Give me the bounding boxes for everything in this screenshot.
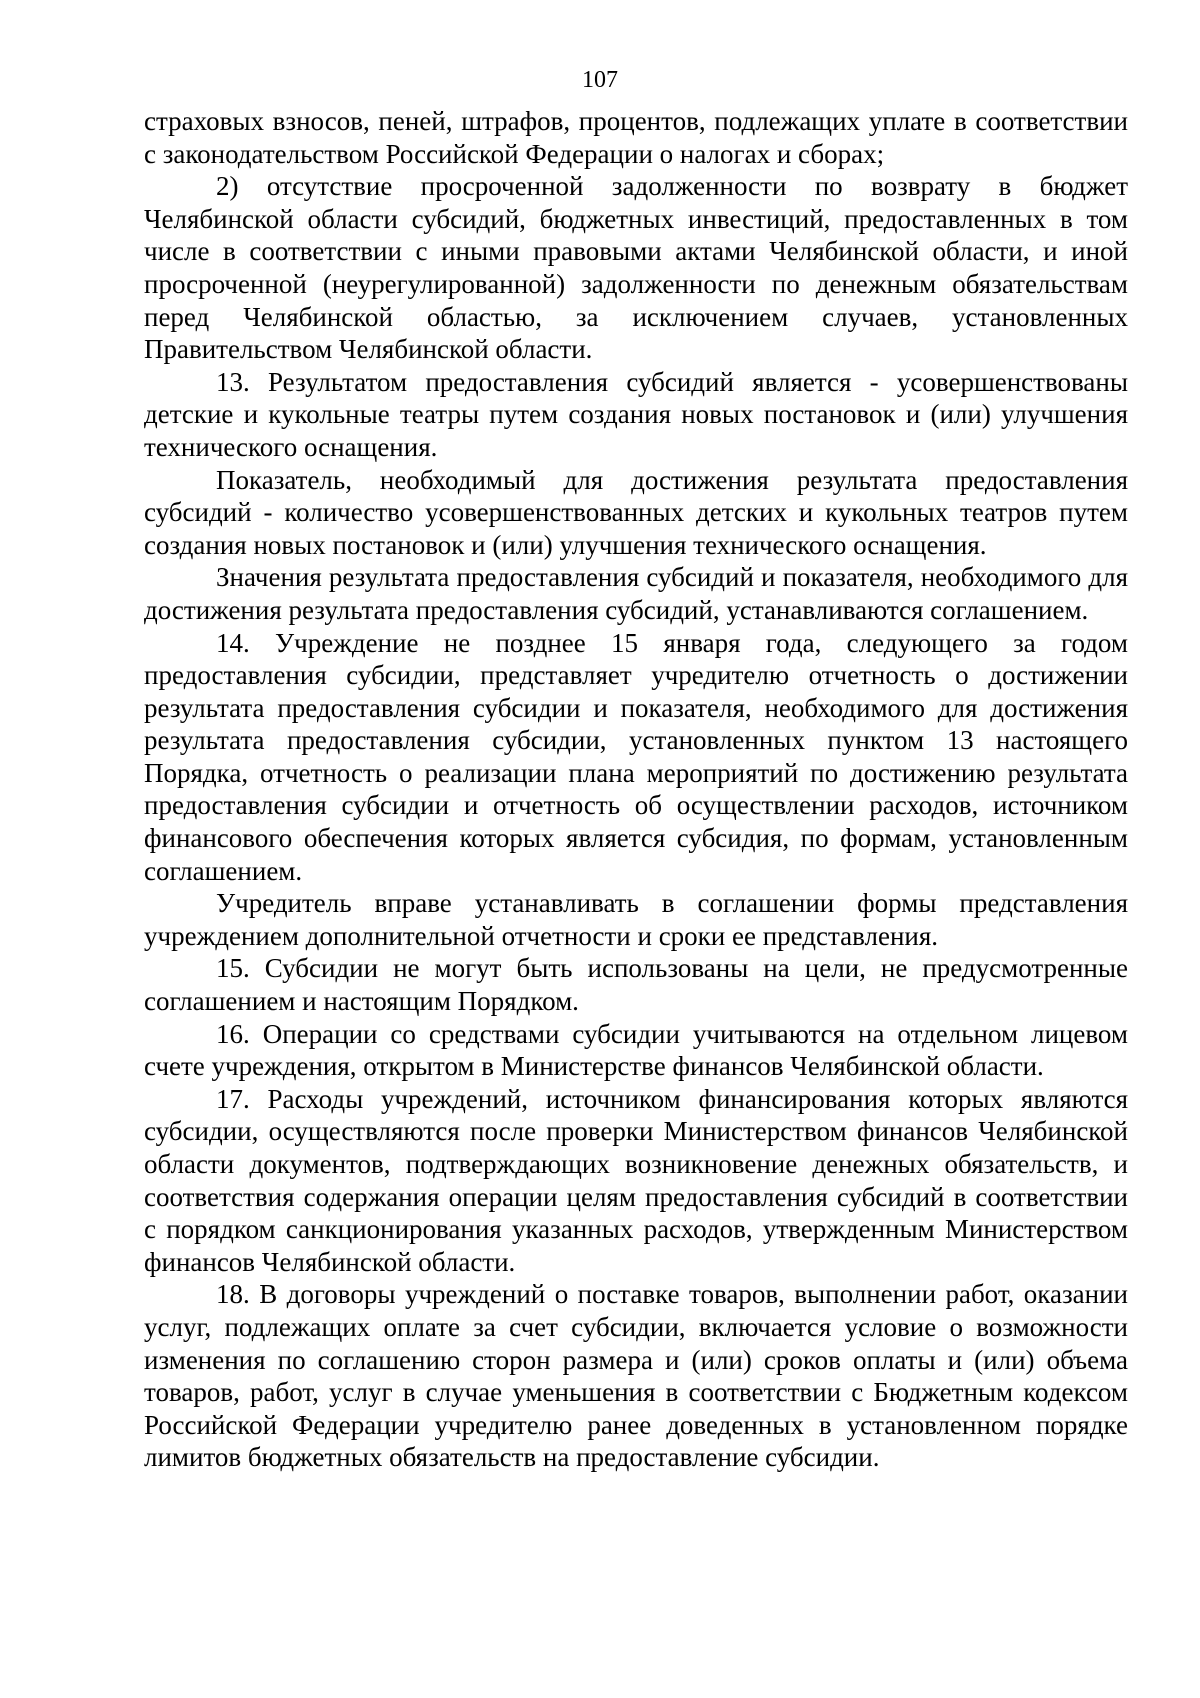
paragraph: Учредитель вправе устанавливать в соглашении формы представления учреждением дополнительной отчетности и сроки ее представления. [144, 888, 1128, 951]
paragraph: 15. Субсидии не могут быть использованы на цели, не предусмотренные соглашением и настоящим Порядком. [144, 953, 1128, 1017]
document-body [144, 105, 1128, 1474]
paragraph: 18. В договоры учреждений о поставке товаров, выполнении работ, оказании услуг, подлежащих оплате за счет субсидии, включается условие о возможности изменения по соглашению сторон размера и (или) сроков оплаты и (или) объема товаров, работ, услуг в случае уменьшения в соответствии с Бюджетным кодексом Российской Федерации учредителю ранее доведенных в установленном порядке лимитов бюджетных обязательств на предоставление субсидии. [144, 1279, 1128, 1473]
paragraph: страховых взносов, пеней, штрафов, процентов, подлежащих уплате в соответствии с законодательством Российской Федерации о налогах и сборах; [144, 106, 1128, 169]
paragraph: Показатель, необходимый для достижения результата предоставления субсидий - количество усовершенствованных детских и кукольных театров путем создания новых постановок и (или) улучшения технического оснащения. [144, 464, 1128, 560]
paragraph: 14. Учреждение не позднее 15 января года, следующего за годом предоставления субсидии, представляет учредителю отчетность о достижении результата предоставления субсидии и показателя, необходимого для достижения результата предоставления субсидии, установленных пунктом 13 настоящего Порядка, отчетность о реализации плана мероприятий по достижению результата предоставления субсидии и отчетность об осуществлении расходов, источником финансового обеспечения которых является субсидия, по формам, установленным соглашением. [144, 627, 1128, 886]
paragraph: Значения результата предоставления субсидий и показателя, необходимого для достижения результата предоставления субсидий, устанавливаются соглашением. [144, 562, 1128, 625]
paragraph: 13. Результатом предоставления субсидий является - усовершенствованы детские и кукольные театры путем создания новых постановок и (или) улучшения технического оснащения. [144, 366, 1128, 462]
page-number: 107 [582, 67, 618, 93]
paragraph: 16. Операции со средствами субсидии учитываются на отдельном лицевом счете учреждения, открытом в Министерстве финансов Челябинской области. [144, 1018, 1128, 1082]
paragraph: 2) отсутствие просроченной задолженности по возврату в бюджет Челябинской области субсидий, бюджетных инвестиций, предоставленных в том числе в соответствии с иными правовыми актами Челябинской области, и иной просроченной (неурегулированной) задолженности по денежным обязательствам перед Челябинской областью, за исключением случаев, установленных Правительством Челябинской области. [144, 171, 1128, 365]
paragraph: 17. Расходы учреждений, источником финансирования которых являются субсидии, осуществляются после проверки Министерством финансов Челябинской области документов, подтверждающих возникновение денежных обязательств, и соответствия содержания операции целям предоставления субсидий в соответствии с порядком санкционирования указанных расходов, утвержденным Министерством финансов Челябинской области. [144, 1083, 1128, 1277]
